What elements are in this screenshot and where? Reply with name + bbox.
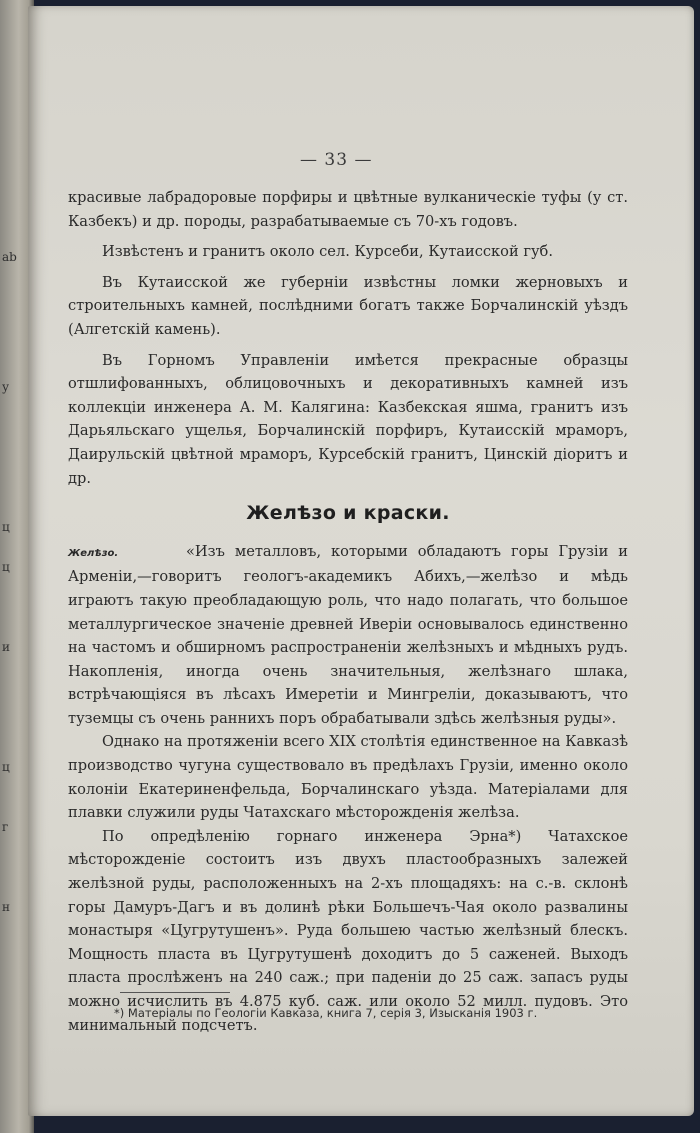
paragraph-text: «Изъ металловъ, которыми обладаютъ горы Грузіи и Арменіи,—говоритъ геологъ-академикъ Абихъ,—желѣзо и мѣдь играютъ такую преобладающую роль, что надо полагать, что большое металлургическое значеніе древней Иверіи основывалось единственно на частомъ и обширномъ распространеніи желѣзныхъ и мѣдныхъ рудъ. Накопленія, иногда очень значительныя, желѣзнаго шлака, встрѣчающіяся въ лѣсахъ Имеретіи и Мингреліи, доказываютъ, что туземцы съ очень раннихъ поръ обрабатывали здѣсь желѣзныя руды».	[68, 542, 628, 727]
footnote: *) Матеріалы по Геологіи Кавказа, книга 7, серія 3, Изысканія 1903 г.	[114, 1006, 538, 1020]
section-heading: Желѣзо и краски.	[246, 502, 450, 525]
margin-fragment: ц	[2, 560, 10, 574]
paragraph: Въ Кутаисской же губерніи извѣстны ломки жерновыхъ и строительныхъ камней, послѣдними богатъ также Борчалинскій уѣздъ (Алгетскій камень).	[68, 273, 628, 338]
page-body	[68, 186, 628, 1037]
margin-fragment: и	[2, 640, 10, 654]
page-number: — 33 —	[300, 150, 373, 170]
paragraph: Однако на протяженіи всего XIX столѣтія единственное на Кавказѣ производство чугуна существовало въ предѣлахъ Грузіи, именно около колоніи Екатериненфельда, Борчалинскаго уѣзда. Матеріалами для плавки служили руды Чатахскаго мѣсторожденія желѣза.	[68, 733, 628, 822]
paragraph: По опредѣленію горнаго инженера Эрна*) Чатахское мѣсторожденіе состоитъ изъ двухъ пластообразныхъ залежей желѣзной руды, расположенныхъ на 2-хъ площадяхъ: на с.-в. склонѣ горы Дамуръ-Дагъ и въ долинѣ рѣки Большечъ-Чая около развалины монастыря «Цугрутушенъ». Руда большею частью желѣзный блескъ. Мощность пласта въ Цугрутушенѣ доходитъ до 5 саженей. Выходъ пласта прослѣженъ на 240 саж.; при паденіи до 25 саж. запасъ руды можно исчислить въ 4.875 куб. саж. или около 52 милл. пудовъ. Это минимальный подсчетъ.	[68, 827, 628, 1034]
margin-fragment: н	[2, 900, 10, 914]
margin-fragment: ц	[2, 760, 10, 774]
footnote-divider	[120, 992, 230, 993]
margin-fragment: г	[2, 820, 9, 834]
paragraph: Извѣстенъ и гранитъ около сел. Курсеби, Кутаисской губ.	[102, 243, 553, 261]
margin-fragment: ц	[2, 520, 10, 534]
paragraph-with-side-label	[68, 540, 628, 731]
margin-fragment: ab	[2, 250, 17, 264]
margin-fragment: у	[2, 380, 10, 394]
side-label: Желѣзо.	[68, 547, 119, 559]
paragraph: красивые лабрадоровые порфиры и цвѣтные вулканическіе туфы (у ст. Казбекъ) и др. породы, разрабатываемые съ 70-хъ годовъ.	[68, 189, 628, 230]
book-page	[28, 6, 694, 1116]
paragraph: Въ Горномъ Управленіи имѣется прекрасные образцы отшлифованныхъ, облицовочныхъ и декоративныхъ камней изъ коллекціи инженера А. М. Калягина: Казбекская яшма, гранитъ изъ Дарьяльскаго ущелья, Борчалинскій порфиръ, Кутаисскій мраморъ, Даирульскій цвѣтной мраморъ, Курсебскій гранитъ, Цинскій діоритъ и др.	[68, 351, 628, 487]
